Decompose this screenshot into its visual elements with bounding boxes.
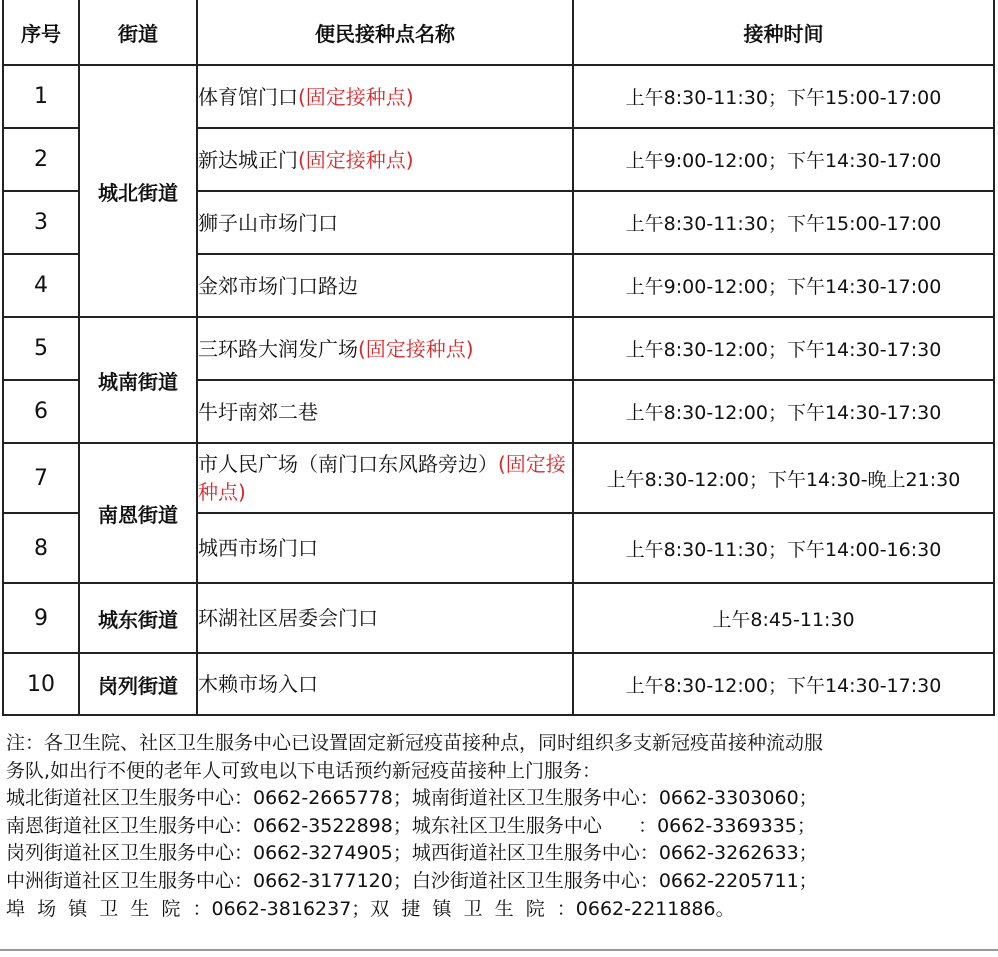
site-name: 体育馆门口 — [198, 84, 298, 109]
site-cell — [197, 653, 573, 715]
site-name: 牛圩南郊二巷 — [198, 399, 318, 424]
site-name: 城西市场门口 — [198, 536, 318, 560]
fixed-site-tag: (固定接种点) — [198, 452, 566, 504]
row-number: 6 — [3, 380, 79, 443]
table-row — [3, 317, 994, 380]
street-cell: 城北街道 — [79, 65, 197, 317]
site-name: 环湖社区居委会门口 — [198, 606, 378, 630]
site-name: 三环路大润发广场 — [198, 336, 358, 361]
site-cell — [197, 65, 573, 128]
vaccination-schedule-table — [2, 0, 995, 716]
row-number: 3 — [3, 191, 79, 254]
time-cell: 上午8:30-12:00；下午14:30-17:30 — [573, 317, 994, 380]
header-row — [3, 0, 994, 65]
row-number: 9 — [3, 583, 79, 653]
site-cell — [197, 191, 573, 254]
note-line: 城北街道社区卫生服务中心：0662-2665778；城南街道社区卫生服务中心：0662-3303060； — [6, 787, 818, 810]
note-line: 南恩街道社区卫生服务中心：0662-3522898；城东社区卫生服务中心 ：0662-3369335； — [6, 814, 816, 837]
notes-block — [6, 730, 823, 923]
site-name: 金郊市场门口路边 — [198, 273, 358, 298]
header-street: 街道 — [79, 0, 197, 65]
street-cell: 城东街道 — [79, 583, 197, 653]
note-line: 注：各卫生院、社区卫生服务中心已设置固定新冠疫苗接种点，同时组织多支新冠疫苗接种流动服 — [6, 732, 824, 754]
site-name: 市人民广场（南门口东风路旁边） — [198, 452, 498, 476]
note-line: 埠 场 镇 卫 生 院 ：0662-3816237；双 捷 镇 卫 生 院 ：0662-2211886。 — [6, 897, 735, 920]
site-cell — [197, 513, 573, 583]
site-name: 狮子山市场门口 — [198, 210, 338, 235]
header-time: 接种时间 — [573, 0, 994, 65]
time-cell: 上午8:30-11:30；下午14:00-16:30 — [573, 513, 994, 583]
site-name: 新达城正门 — [198, 147, 298, 172]
table-row — [3, 583, 994, 653]
site-cell — [197, 317, 573, 380]
header-site: 便民接种点名称 — [197, 0, 573, 65]
row-number: 7 — [3, 443, 79, 513]
row-number: 4 — [3, 254, 79, 317]
bottom-divider — [0, 949, 998, 951]
header-seq: 序号 — [3, 0, 79, 65]
row-number: 5 — [3, 317, 79, 380]
fixed-site-tag: (固定接种点) — [358, 336, 474, 361]
site-cell — [197, 443, 573, 513]
time-cell: 上午8:45-11:30 — [573, 583, 994, 653]
row-number: 2 — [3, 128, 79, 191]
site-name: 木赖市场入口 — [198, 672, 318, 696]
site-cell — [197, 128, 573, 191]
fixed-site-tag: (固定接种点) — [298, 147, 414, 172]
row-number: 10 — [3, 653, 79, 715]
note-line: 务队,如出行不便的老年人可致电以下电话预约新冠疫苗接种上门服务： — [6, 759, 602, 782]
fixed-site-tag: (固定接种点) — [298, 84, 414, 109]
row-number: 1 — [3, 65, 79, 128]
street-cell: 岗列街道 — [79, 653, 197, 715]
row-number: 8 — [3, 513, 79, 583]
note-line: 岗列街道社区卫生服务中心：0662-3274905；城西街道社区卫生服务中心：0662-3262633； — [6, 842, 818, 865]
street-cell: 城南街道 — [79, 317, 197, 443]
time-cell: 上午9:00-12:00；下午14:30-17:00 — [573, 254, 994, 317]
site-cell — [197, 380, 573, 443]
time-cell: 上午8:30-12:00；下午14:30-17:30 — [573, 380, 994, 443]
time-cell: 上午8:30-11:30；下午15:00-17:00 — [573, 191, 994, 254]
note-line: 中洲街道社区卫生服务中心：0662-3177120；白沙街道社区卫生服务中心：0662-2205711； — [6, 869, 818, 892]
street-cell: 南恩街道 — [79, 443, 197, 583]
site-cell — [197, 254, 573, 317]
table-row — [3, 443, 994, 513]
time-cell: 上午8:30-12:00；下午14:30-17:30 — [573, 653, 994, 715]
time-cell: 上午8:30-12:00；下午14:30-晚上21:30 — [573, 443, 994, 513]
table-row — [3, 653, 994, 715]
time-cell: 上午8:30-11:30；下午15:00-17:00 — [573, 65, 994, 128]
time-cell: 上午9:00-12:00；下午14:30-17:00 — [573, 128, 994, 191]
table-row — [3, 65, 994, 128]
site-cell — [197, 583, 573, 653]
